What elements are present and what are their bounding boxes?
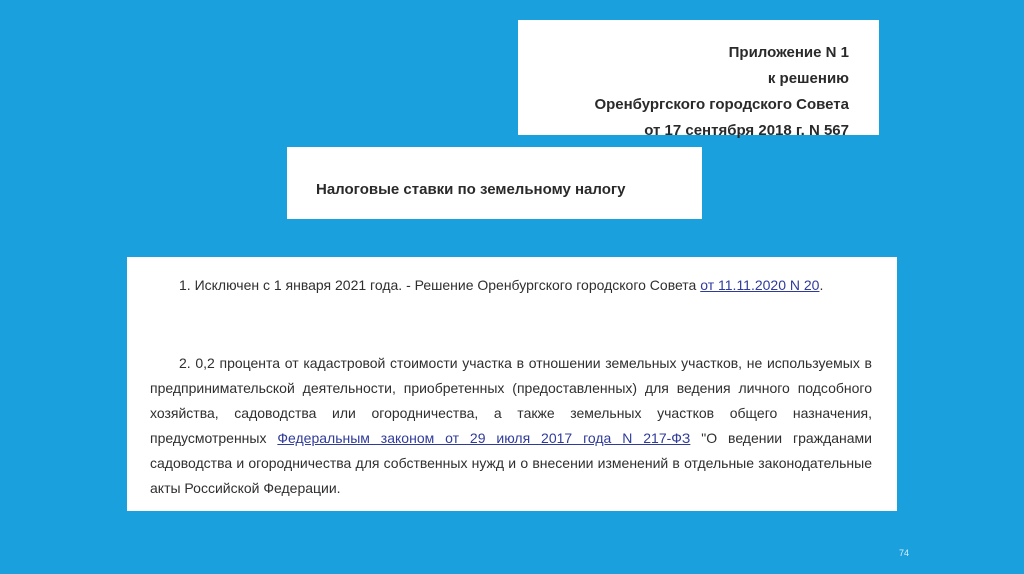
appendix-header-card — [518, 20, 879, 139]
item-2-text-before: 2. 0,2 процента от кадастровой стоимости участка в отношении земельных участков, не используемых в предпринимательской деятельности, приобретенных (предоставленных) для ведения личного подсобного хозяйства, садоводства или огородничества, а также земельных участков общего назначения, предусмотренных — [150, 355, 872, 446]
item-1-end: . — [819, 277, 824, 293]
document-title: Налоговые ставки по земельному налогу — [316, 181, 626, 198]
paragraph-item-1 — [179, 277, 823, 293]
item-2-text-after: "О ведении гражданами садоводства и огородничества для собственных нужд и о внесении изменений в отдельные законодательные акты Российской Федерации. — [150, 430, 872, 496]
appendix-number: Приложение N 1 — [728, 44, 849, 61]
decision-link[interactable]: от 11.11.2020 N 20 — [700, 277, 820, 293]
document-title-card — [287, 147, 702, 219]
appendix-decision-date: от 17 сентября 2018 г. N 567 — [644, 122, 849, 139]
paragraph-item-2 — [150, 351, 872, 501]
item-1-text: 1. Исключен с 1 января 2021 года. - Решение Оренбургского городского Совета — [179, 277, 701, 293]
appendix-decision-label: к решению — [767, 70, 849, 87]
page-number: 74 — [899, 548, 910, 558]
appendix-council-name: Оренбургского городского Совета — [594, 96, 849, 113]
document-body-card — [127, 257, 897, 511]
federal-law-link[interactable]: Федеральным законом от 29 июля 2017 года N 217-ФЗ — [277, 430, 691, 446]
